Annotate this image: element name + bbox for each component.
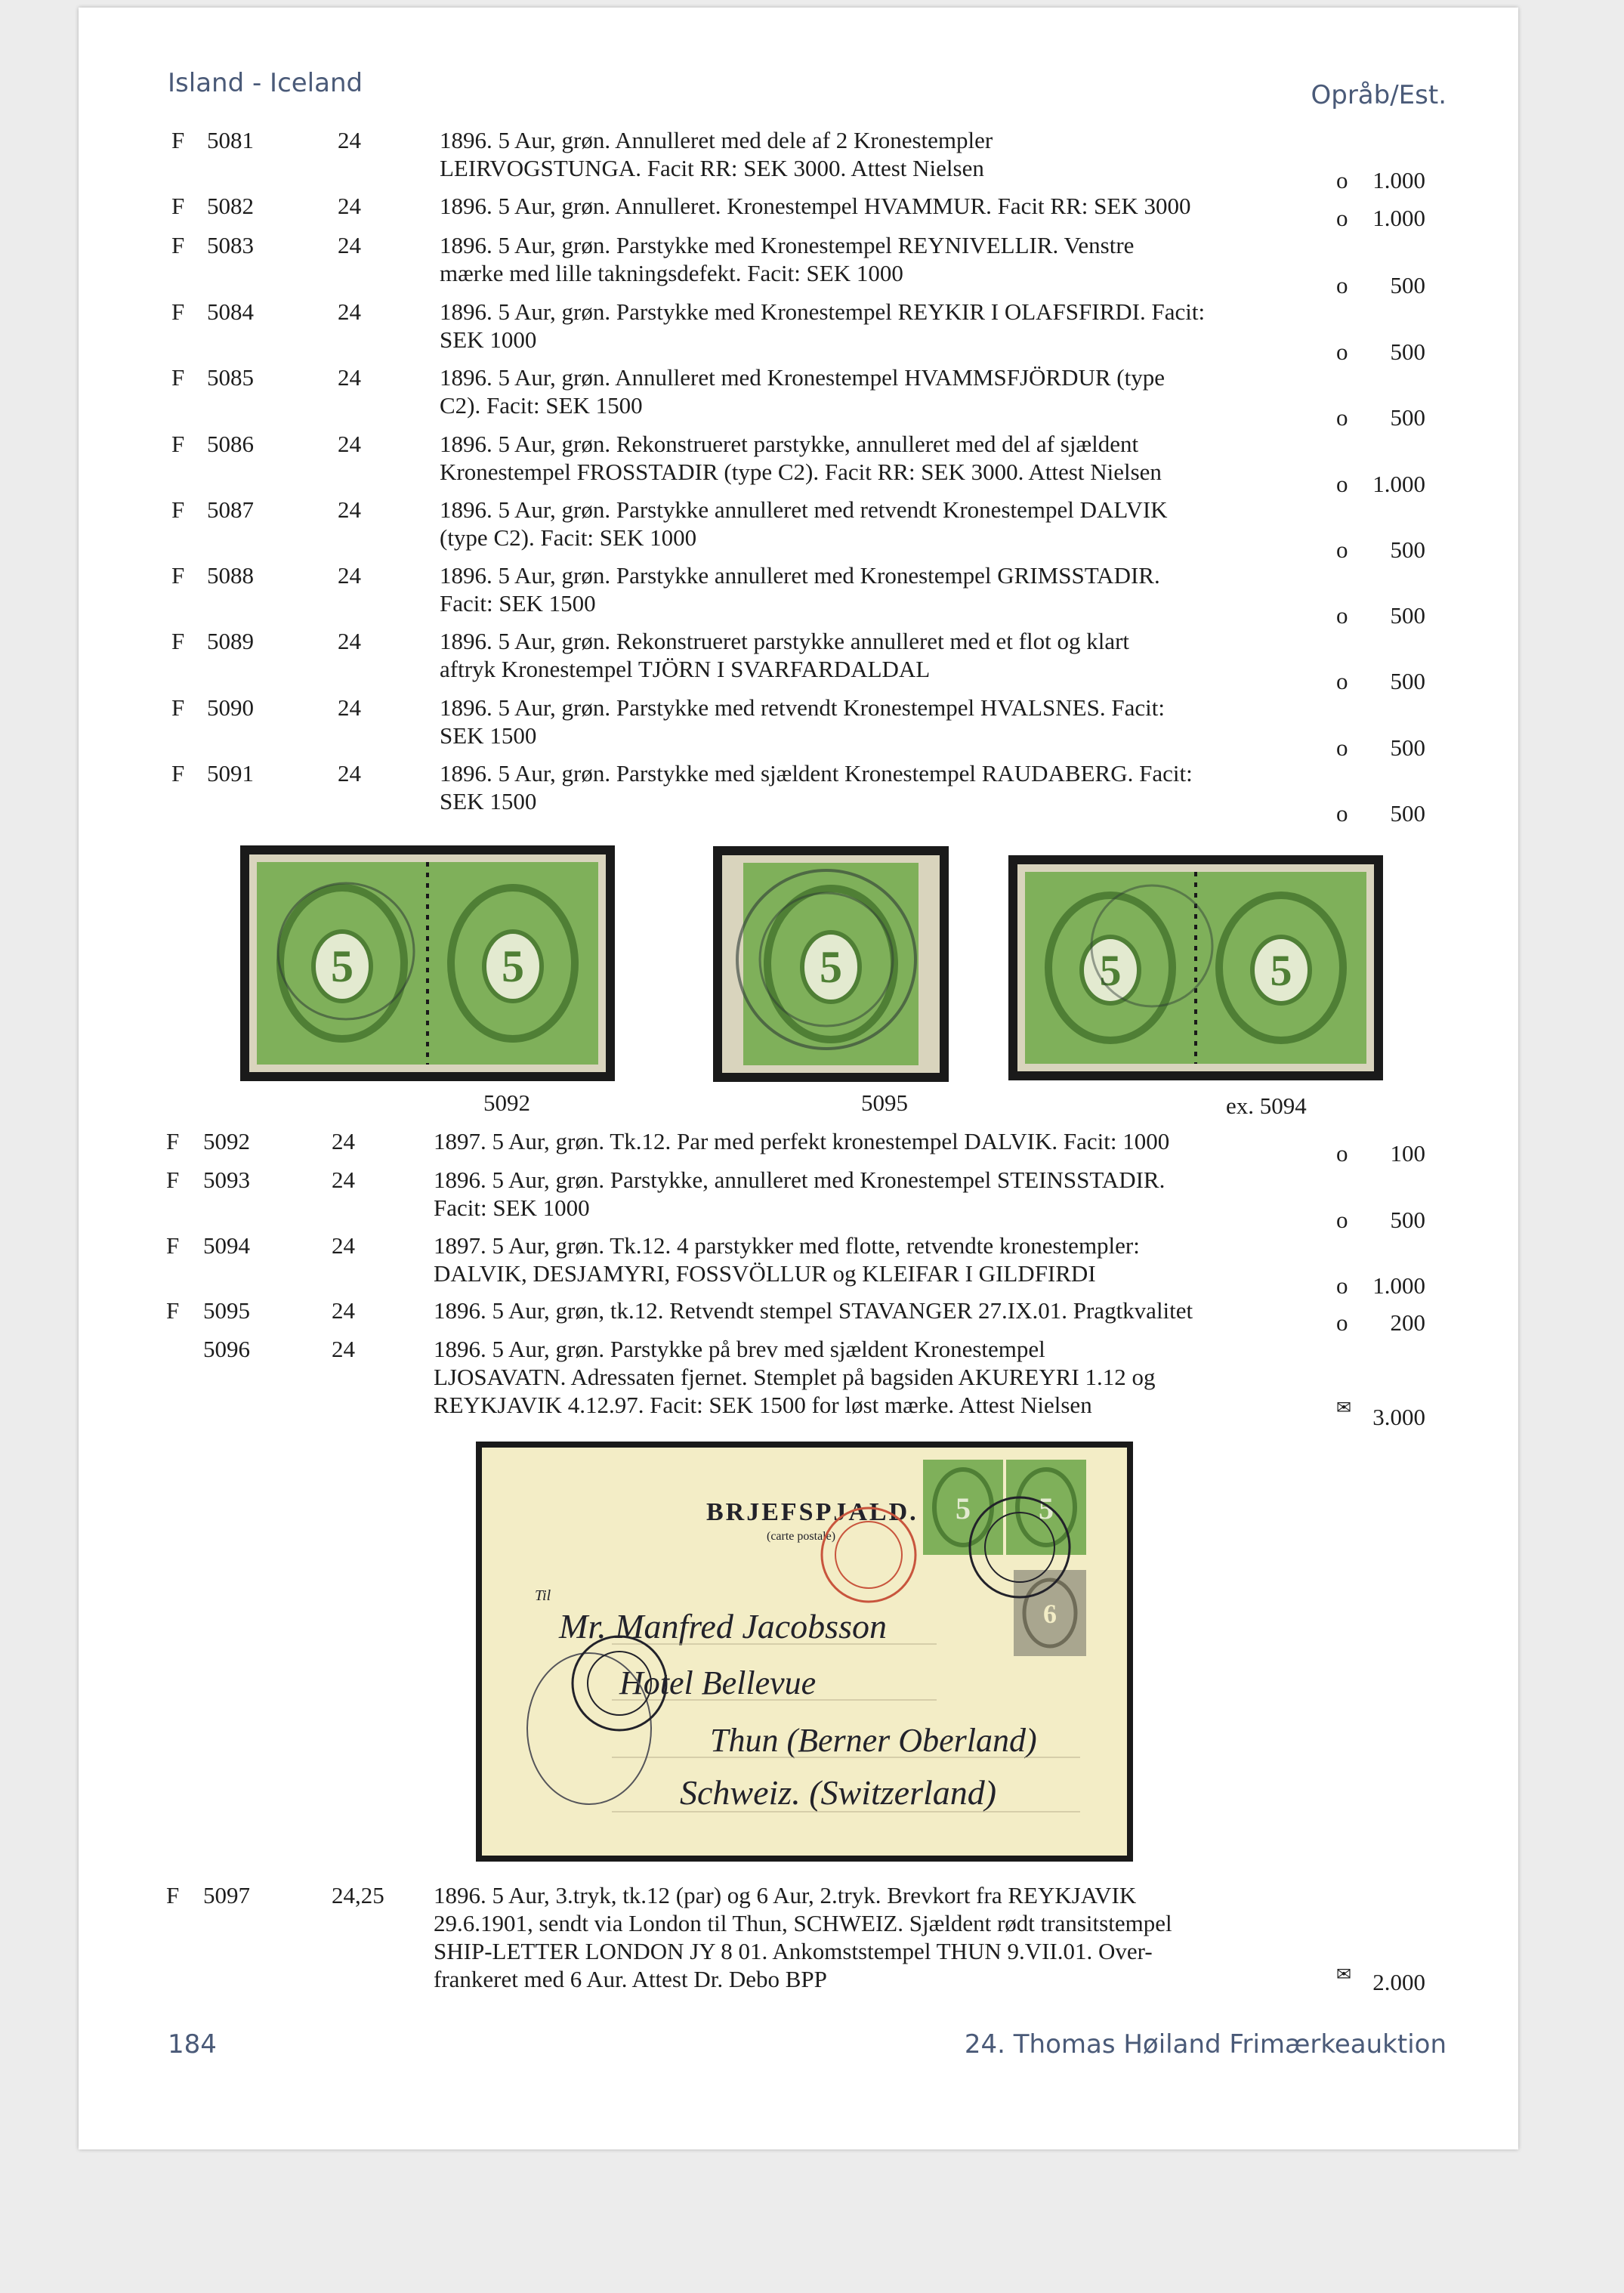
address-line-1: Mr. Manfred Jacobsson (559, 1607, 887, 1646)
lot-flag: F (171, 232, 185, 258)
lot-condition: o (1336, 167, 1348, 193)
description-line: C2). Facit: SEK 1500 (440, 392, 643, 419)
envelope-icon: ✉ (1336, 1397, 1352, 1418)
postcard-photo (476, 1442, 1133, 1862)
description-line: Facit: SEK 1000 (434, 1194, 590, 1221)
lot-estimate: 500 (1390, 272, 1425, 298)
lot-condition: o (1336, 602, 1348, 629)
catalogue-number: 24 (338, 298, 361, 325)
lot-number: 5093 (203, 1167, 250, 1193)
description-line: 1896. 5 Aur, 3.tryk, tk.12 (par) og 6 Aur, 2.tryk. Brevkort fra REYKJAVIK (434, 1882, 1137, 1908)
lot-estimate: 1.000 (1372, 1272, 1425, 1299)
lot-description (434, 1127, 1385, 1155)
catalogue-number: 24 (338, 694, 361, 721)
lot-flag: F (166, 1297, 180, 1324)
lot-flag: F (171, 298, 185, 325)
caption-ex-5094: ex. 5094 (1226, 1092, 1307, 1119)
description-line: LEIRVOGSTUNGA. Facit RR: SEK 3000. Attest Nielsen (440, 155, 984, 181)
lot-5095 (79, 1296, 1518, 1336)
lot-flag: F (171, 694, 185, 721)
lot-estimate: 3.000 (1372, 1404, 1425, 1430)
catalogue-number: 24 (332, 1297, 355, 1324)
description-line: 1896. 5 Aur, grøn. Parstykke, annulleret med Kronestempel STEINSSTADIR. (434, 1167, 1166, 1193)
lot-flag: F (171, 193, 185, 219)
lot-5084 (79, 298, 1518, 365)
lot-condition: o (1336, 205, 1348, 231)
lot-condition: o (1336, 1272, 1348, 1299)
description-line: 1897. 5 Aur, grøn. Tk.12. Par med perfekt kronestempel DALVIK. Facit: 1000 (434, 1128, 1170, 1154)
catalogue-number: 24 (338, 562, 361, 589)
description-line: 1896. 5 Aur, grøn, tk.12. Retvendt stempel STAVANGER 27.IX.01. Pragtkvalitet (434, 1297, 1193, 1324)
description-line: Kronestempel FROSSTADIR (type C2). Facit RR: SEK 3000. Attest Nielsen (440, 459, 1162, 485)
description-line: 1896. 5 Aur, grøn. Parstykke på brev med sjældent Kronestempel (434, 1336, 1045, 1362)
lot-description (440, 430, 1384, 486)
lot-estimate: 500 (1390, 1207, 1425, 1233)
lot-number: 5082 (207, 193, 254, 219)
lot-estimate: 500 (1390, 734, 1425, 761)
lot-estimate: 1.000 (1372, 205, 1425, 231)
lot-5094 (79, 1231, 1518, 1299)
lot-estimate: 2.000 (1372, 1969, 1425, 1995)
section-title: Island - Iceland (168, 68, 363, 98)
stamp-digit: 5 (1099, 946, 1122, 995)
catalogue-number: 24 (338, 364, 361, 391)
lot-flag: F (171, 431, 185, 457)
caption-5092: 5092 (483, 1089, 530, 1116)
lot-estimate: 500 (1390, 404, 1425, 431)
lot-estimate: 500 (1390, 800, 1425, 827)
caption-5095: 5095 (861, 1089, 908, 1116)
stamp-photo-5092 (240, 845, 615, 1081)
lot-condition: o (1336, 1140, 1348, 1167)
auction-title: 24. Thomas Høiland Frimærkeauktion (964, 2029, 1446, 2060)
stamp-digit: 5 (820, 942, 842, 992)
lot-5090 (79, 694, 1518, 761)
lot-description (434, 1166, 1385, 1222)
lot-condition: o (1336, 734, 1348, 761)
lot-description (434, 1335, 1385, 1419)
lot-number: 5092 (203, 1128, 250, 1154)
envelope-icon: ✉ (1336, 1964, 1352, 1985)
lot-estimate: 500 (1390, 338, 1425, 365)
lot-flag: F (171, 364, 185, 391)
postcard-heading: BRJEFSPJALD. (706, 1498, 919, 1526)
lot-condition: o (1336, 668, 1348, 694)
lot-5091 (79, 759, 1518, 827)
lot-number: 5089 (207, 628, 254, 654)
description-line: 1896. 5 Aur, grøn. Parstykke med retvendt Kronestempel HVALSNES. Facit: (440, 694, 1165, 721)
lot-5083 (79, 231, 1518, 298)
stamp-digit: 6 (1043, 1599, 1057, 1629)
lot-number: 5090 (207, 694, 254, 721)
catalogue-number: 24 (338, 232, 361, 258)
postcard-subheading: (carte postale) (767, 1530, 836, 1543)
catalogue-number: 24 (338, 193, 361, 219)
lot-description (440, 694, 1384, 749)
address-line-2: Hotel Bellevue (619, 1664, 817, 1701)
description-line: (type C2). Facit: SEK 1000 (440, 524, 697, 551)
lot-number: 5096 (203, 1336, 250, 1362)
stamp-image (1025, 872, 1366, 1064)
catalogue-number: 24 (332, 1232, 355, 1259)
lot-estimate: 1.000 (1372, 471, 1425, 497)
lot-estimate: 1.000 (1372, 167, 1425, 193)
lot-number: 5085 (207, 364, 254, 391)
description-line: 1896. 5 Aur, grøn. Rekonstrueret parstykke annulleret med et flot og klart (440, 628, 1130, 654)
description-line: LJOSAVATN. Adressaten fjernet. Stemplet på bagsiden AKUREYRI 1.12 og (434, 1364, 1156, 1390)
lot-number: 5086 (207, 431, 254, 457)
lot-condition: o (1336, 272, 1348, 298)
lot-5093 (79, 1166, 1518, 1233)
lot-flag: F (166, 1232, 180, 1259)
stamp-digit: 5 (502, 941, 524, 991)
catalogue-number: 24 (338, 628, 361, 654)
lot-description (440, 363, 1384, 419)
catalogue-number: 24,25 (332, 1882, 384, 1908)
lot-number: 5084 (207, 298, 254, 325)
lot-condition: o (1336, 471, 1348, 497)
lot-description (434, 1881, 1385, 1993)
lot-description (434, 1296, 1385, 1324)
stamp-digit: 5 (331, 941, 354, 991)
description-line: 1896. 5 Aur, grøn. Parstykke annulleret med retvendt Kronestempel DALVIK (440, 496, 1168, 523)
estimate-column-heading: Opråb/Est. (1311, 80, 1446, 110)
lot-number: 5081 (207, 127, 254, 153)
lot-5097 (79, 1881, 1518, 1993)
description-line: 1896. 5 Aur, grøn. Annulleret med Kronestempel HVAMMSFJÖRDUR (type (440, 364, 1166, 391)
description-line: 1896. 5 Aur, grøn. Parstykke med sjældent Kronestempel RAUDABERG. Facit: (440, 760, 1193, 786)
lot-number: 5091 (207, 760, 254, 786)
description-line: SEK 1500 (440, 788, 537, 814)
lot-flag: F (171, 127, 185, 153)
description-line: 1896. 5 Aur, grøn. Annulleret. Kronestempel HVAMMUR. Facit RR: SEK 3000 (440, 193, 1191, 219)
description-line: 1896. 5 Aur, grøn. Annulleret med dele af 2 Kronestempler (440, 127, 993, 153)
address-line-3: Thun (Berner Oberland) (710, 1722, 1037, 1759)
description-line: 1896. 5 Aur, grøn. Rekonstrueret parstykke, annulleret med del af sjældent (440, 431, 1139, 457)
lot-5089 (79, 627, 1518, 694)
lot-5096 (79, 1335, 1518, 1430)
description-line: Facit: SEK 1500 (440, 590, 596, 617)
lot-condition: o (1336, 404, 1348, 431)
lot-number: 5087 (207, 496, 254, 523)
lot-condition: o (1336, 1309, 1348, 1336)
lot-number: 5083 (207, 232, 254, 258)
lot-5088 (79, 561, 1518, 629)
description-line: SEK 1500 (440, 722, 537, 749)
stamp-photo-5095 (713, 846, 949, 1082)
description-line: REYKJAVIK 4.12.97. Facit: SEK 1500 for løst mærke. Attest Nielsen (434, 1392, 1092, 1418)
catalogue-number: 24 (338, 760, 361, 786)
catalogue-number: 24 (338, 127, 361, 153)
lot-flag: F (166, 1128, 180, 1154)
lot-5087 (79, 496, 1518, 563)
lot-description (440, 298, 1384, 354)
lot-description (434, 1231, 1385, 1287)
stamp-image (257, 862, 598, 1065)
lot-number: 5094 (203, 1232, 250, 1259)
description-line: 1896. 5 Aur, grøn. Parstykke med Kronestempel REYNIVELLIR. Venstre (440, 232, 1135, 258)
lot-5082 (79, 192, 1518, 231)
description-line: 1897. 5 Aur, grøn. Tk.12. 4 parstykker med flotte, retvendte kronestempler: (434, 1232, 1140, 1259)
lot-estimate: 500 (1390, 536, 1425, 563)
lot-description (440, 231, 1384, 287)
stamp-photo-5094 (1008, 855, 1383, 1080)
page-number: 184 (168, 2029, 217, 2060)
address-line-4: Schweiz. (Switzerland) (680, 1773, 997, 1812)
description-line: SEK 1000 (440, 326, 537, 353)
lot-description (440, 627, 1384, 683)
lot-condition: o (1336, 800, 1348, 827)
catalogue-number: 24 (338, 431, 361, 457)
lot-5086 (79, 430, 1518, 497)
lot-estimate: 100 (1390, 1140, 1425, 1167)
lot-flag: F (171, 562, 185, 589)
lot-condition: o (1336, 1207, 1348, 1233)
description-line: aftryk Kronestempel TJÖRN I SVARFARDALDAL (440, 656, 931, 682)
lot-5085 (79, 363, 1518, 431)
lot-estimate: 500 (1390, 602, 1425, 629)
description-line: SHIP-LETTER LONDON JY 8 01. Ankomststempel THUN 9.VII.01. Over- (434, 1938, 1153, 1964)
lot-estimate: 500 (1390, 668, 1425, 694)
catalogue-number: 24 (338, 496, 361, 523)
description-line: 29.6.1901, sendt via London til Thun, SCHWEIZ. Sjældent rødt transitstempel (434, 1910, 1172, 1936)
lot-estimate: 200 (1390, 1309, 1425, 1336)
lot-description (440, 759, 1384, 815)
description-line: 1896. 5 Aur, grøn. Parstykke annulleret med Kronestempel GRIMSSTADIR. (440, 562, 1160, 589)
stamp-digit: 5 (1270, 946, 1292, 995)
lot-flag: F (171, 496, 185, 523)
lot-5092 (79, 1127, 1518, 1167)
postcard-til: Til (535, 1587, 551, 1604)
description-line: 1896. 5 Aur, grøn. Parstykke med Kronestempel REYKIR I OLAFSFIRDI. Facit: (440, 298, 1206, 325)
description-line: frankeret med 6 Aur. Attest Dr. Debo BPP (434, 1966, 827, 1992)
lot-description (440, 561, 1384, 617)
stamp-digit: 5 (1039, 1491, 1054, 1525)
catalogue-number: 24 (332, 1336, 355, 1362)
stamp-digit: 5 (956, 1491, 971, 1525)
lot-number: 5095 (203, 1297, 250, 1324)
lot-description (440, 192, 1384, 220)
description-line: DALVIK, DESJAMYRI, FOSSVÖLLUR og KLEIFAR I GILDFIRDI (434, 1260, 1096, 1287)
lot-condition: o (1336, 536, 1348, 563)
lot-flag: F (171, 628, 185, 654)
catalogue-page (79, 8, 1518, 2149)
lot-5081 (79, 126, 1518, 193)
lot-number: 5097 (203, 1882, 250, 1908)
catalogue-number: 24 (332, 1167, 355, 1193)
lot-description (440, 126, 1384, 182)
lot-number: 5088 (207, 562, 254, 589)
lot-flag: F (166, 1882, 180, 1908)
lot-flag: F (171, 760, 185, 786)
lot-condition: o (1336, 338, 1348, 365)
lot-description (440, 496, 1384, 552)
stamp-image (737, 863, 919, 1065)
catalogue-number: 24 (332, 1128, 355, 1154)
lot-flag: F (166, 1167, 180, 1193)
description-line: mærke med lille takningsdefekt. Facit: SEK 1000 (440, 260, 903, 286)
